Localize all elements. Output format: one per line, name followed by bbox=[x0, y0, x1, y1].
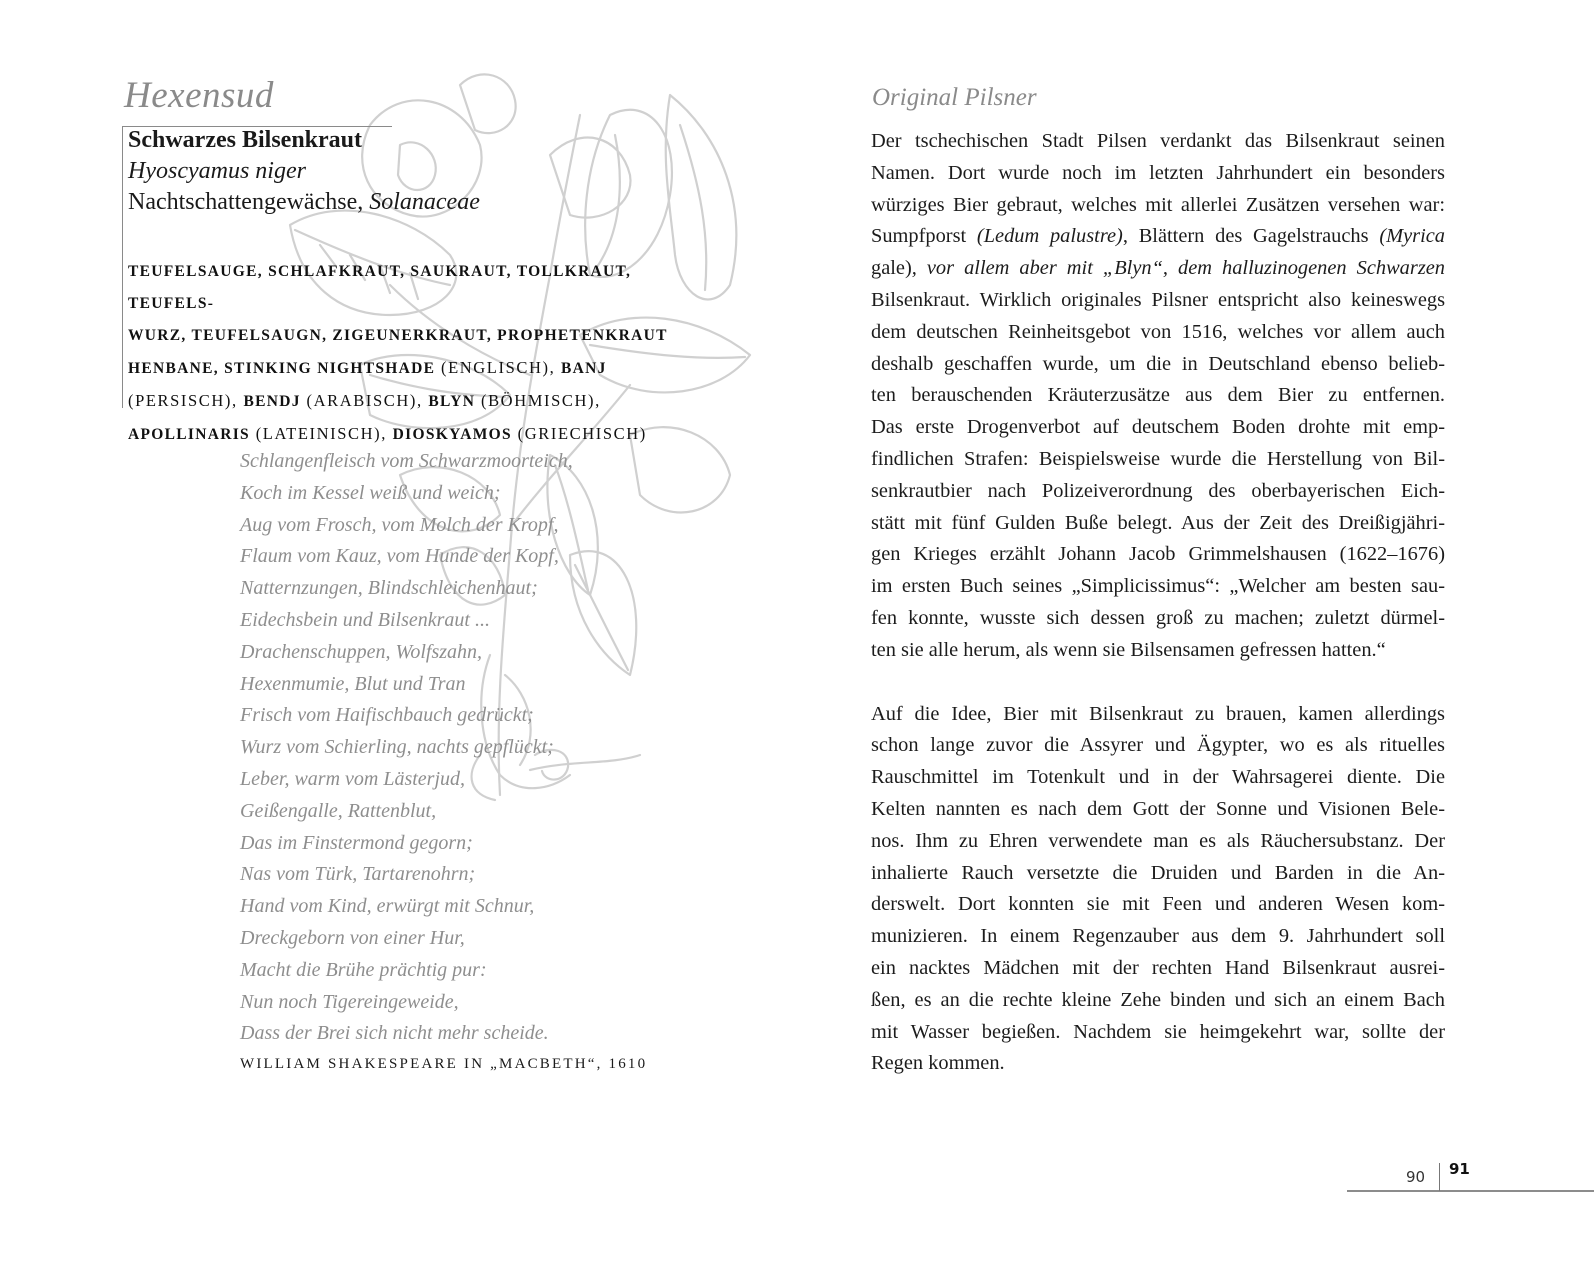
text-line: mit Wasser begießen. Nachdem sie heimgekehrt war, sollte der bbox=[871, 1020, 1445, 1043]
page-number-right: 91 bbox=[1449, 1160, 1470, 1178]
text-line: Der tschechischen Stadt Pilsen verdankt das Bilsenkraut seinen bbox=[871, 130, 1445, 152]
text-line: Auf die Idee, Bier mit Bilsenkraut zu brauen, kamen allerdings bbox=[871, 702, 1445, 725]
text-line: deshalb geschaffen wurde, um die in Deutschland ebenso belieb- bbox=[871, 352, 1445, 375]
synonym-names: WURZ, TEUFELSAUGN, ZIGEUNERKRAUT, PROPHETENKRAUT bbox=[128, 327, 668, 344]
synonym-language: (ARABISCH), bbox=[300, 391, 429, 410]
plant-latin-name: Hyoscyamus niger bbox=[128, 158, 306, 184]
synonyms-line bbox=[128, 352, 688, 385]
text-line: derswelt. Dort konnten sie mit Feen und anderen Wesen kom- bbox=[871, 893, 1445, 916]
text-line: gale), vor allem aber mit „Blyn“, dem halluzinogenen Schwarzen bbox=[871, 257, 1445, 280]
text-line: würziges Bier gebraut, welches mit allerlei Zusätzen versehen war: bbox=[871, 193, 1445, 216]
text-line: im ersten Buch seines „Simplicissimus“: „Welcher am besten sau- bbox=[871, 575, 1445, 598]
paragraph-2 bbox=[871, 699, 1445, 1081]
text-line: findlichen Strafen: Beispielsweise wurde die Herstellung von Bil- bbox=[871, 447, 1445, 470]
synonym-language: (GRIECHISCH) bbox=[511, 424, 647, 443]
poem-attribution: WILLIAM SHAKESPEARE IN „MACBETH“, 1610 bbox=[240, 1056, 648, 1072]
poem-line: Das im Finstermond gegorn; bbox=[240, 831, 473, 854]
poem-line: Frisch vom Haifischbauch gedrückt; bbox=[240, 704, 534, 727]
plant-family-german: Nachtschattengewächse, bbox=[128, 189, 370, 215]
poem-line: Schlangenfleisch vom Schwarzmoorteich, bbox=[240, 450, 573, 472]
poem-line: Leber, warm vom Lästerjud, bbox=[240, 767, 466, 790]
synonym-names: HENBANE, STINKING NIGHTSHADE bbox=[128, 360, 436, 377]
plant-synonyms bbox=[128, 256, 688, 451]
plant-family-latin: Solanaceae bbox=[369, 189, 480, 215]
text-line: ten sie alle herum, als wenn sie Bilsensamen gefressen hatten.“ bbox=[871, 638, 1386, 661]
text-line: Regen kommen. bbox=[871, 1052, 1005, 1075]
poem-line: Koch im Kessel weiß und weich; bbox=[240, 481, 501, 504]
text-line: ein nacktes Mädchen mit der rechten Hand Bilsenkraut ausrei- bbox=[871, 956, 1445, 979]
page-number-left: 90 bbox=[1406, 1168, 1426, 1186]
poem-line: Nun noch Tigereingeweide, bbox=[240, 990, 459, 1013]
plant-common-name: Schwarzes Bilsenkraut bbox=[128, 127, 362, 153]
poem-line: Drachenschuppen, Wolfszahn, bbox=[240, 640, 483, 663]
text-line: dem deutschen Reinheitsgebot von 1516, welches vor allem auch bbox=[871, 320, 1445, 343]
text-line: munizieren. In einem Regenzauber aus dem 9. Jahrhundert soll bbox=[871, 925, 1445, 948]
text-line: Kelten nannten es nach dem Gott der Sonne und Visionen Bele- bbox=[871, 797, 1445, 820]
body-text bbox=[871, 126, 1445, 1080]
text-line: Sumpfporst (Ledum palustre), Blättern des Gagelstrauchs (Myrica bbox=[871, 225, 1446, 248]
text-line: gen Krieges erzählt Johann Jacob Grimmelshausen (1622–1676) bbox=[871, 543, 1445, 566]
text-line: Bilsenkraut. Wirklich originales Pilsner entspricht also keineswegs bbox=[871, 288, 1445, 311]
macbeth-poem bbox=[240, 446, 573, 1050]
text-line: ten berauschenden Kräuterzusätze aus dem Bier zu entfernen. bbox=[871, 384, 1445, 407]
synonym-names: BANJ bbox=[561, 360, 607, 377]
paragraph-1 bbox=[871, 126, 1445, 667]
synonyms-line bbox=[128, 385, 688, 418]
poem-line: Eidechsbein und Bilsenkraut ... bbox=[240, 608, 490, 631]
poem-line: Geißengalle, Rattenblut, bbox=[240, 799, 437, 822]
text-line: schon lange zuvor die Assyrer und Ägypter, wo es als rituelles bbox=[871, 734, 1445, 757]
text-line: senkrautbier nach Polizeiverordnung des oberbayerischen Eich- bbox=[871, 479, 1445, 502]
section-title-hexensud: Hexensud bbox=[124, 75, 274, 116]
poem-line: Wurz vom Schierling, nachts gepflückt; bbox=[240, 736, 554, 759]
poem-line: Aug vom Frosch, vom Molch der Kropf, bbox=[240, 513, 559, 536]
poem-line: Flaum vom Kauz, vom Hunde der Kopf, bbox=[240, 545, 559, 568]
synonyms-line bbox=[128, 256, 688, 320]
synonym-names: APOLLINARIS bbox=[128, 426, 250, 443]
text-line: Namen. Dort wurde noch im letzten Jahrhundert ein besonders bbox=[871, 161, 1445, 184]
synonym-language: (ENGLISCH), bbox=[435, 358, 562, 377]
synonym-names: BLYN bbox=[428, 393, 476, 410]
poem-line: Macht die Brühe prächtig pur: bbox=[240, 958, 487, 981]
poem-line: Hand vom Kind, erwürgt mit Schnur, bbox=[240, 895, 535, 918]
synonym-language: (PERSISCH), bbox=[128, 391, 244, 410]
poem-line: Nas vom Türk, Tartarenohrn; bbox=[240, 863, 476, 886]
poem-line: Dreckgeborn von einer Hur, bbox=[240, 926, 465, 949]
synonyms-line bbox=[128, 320, 688, 352]
plant-family bbox=[128, 189, 480, 216]
poem-line: Natternzungen, Blindschleichenhaut; bbox=[240, 577, 538, 600]
text-line: inhalierte Rauch versetzte die Druiden und Barden in die An- bbox=[871, 861, 1445, 884]
folio-separator bbox=[1439, 1163, 1440, 1191]
synonym-names: TEUFELSAUGE, SCHLAFKRAUT, SAUKRAUT, TOLLKRAUT, TEUFELS- bbox=[128, 263, 632, 312]
synonym-names: DIOSKYAMOS bbox=[392, 426, 512, 443]
text-line: ßen, es an die rechte kleine Zehe binden und sich an einem Bach bbox=[871, 988, 1445, 1011]
text-line: Das erste Drogenverbot auf deutschem Boden drohte mit emp- bbox=[871, 416, 1445, 439]
text-line: stätt mit fünf Gulden Buße belegt. Aus der Zeit des Dreißigjähri- bbox=[871, 511, 1445, 534]
synonym-language: (BÖHMISCH), bbox=[475, 391, 601, 410]
synonym-names: BENDJ bbox=[243, 393, 301, 410]
text-line: nos. Ihm zu Ehren verwendete man es als Räuchersubstanz. Der bbox=[871, 829, 1445, 852]
poem-line: Dass der Brei sich nicht mehr scheide. bbox=[240, 1022, 549, 1045]
poem-line: Hexenmumie, Blut und Tran bbox=[240, 672, 466, 695]
text-line: fen konnte, wusste sich dessen groß zu machen; zuletzt dürmel- bbox=[871, 606, 1445, 629]
synonym-language: (LATEINISCH), bbox=[249, 424, 393, 443]
text-line: Rauschmittel im Totenkult und in der Wahrsagerei diente. Die bbox=[871, 766, 1445, 789]
footer-rule bbox=[1347, 1190, 1594, 1192]
paragraph-gap bbox=[871, 667, 1445, 699]
section-title-original-pilsner: Original Pilsner bbox=[872, 84, 1037, 111]
